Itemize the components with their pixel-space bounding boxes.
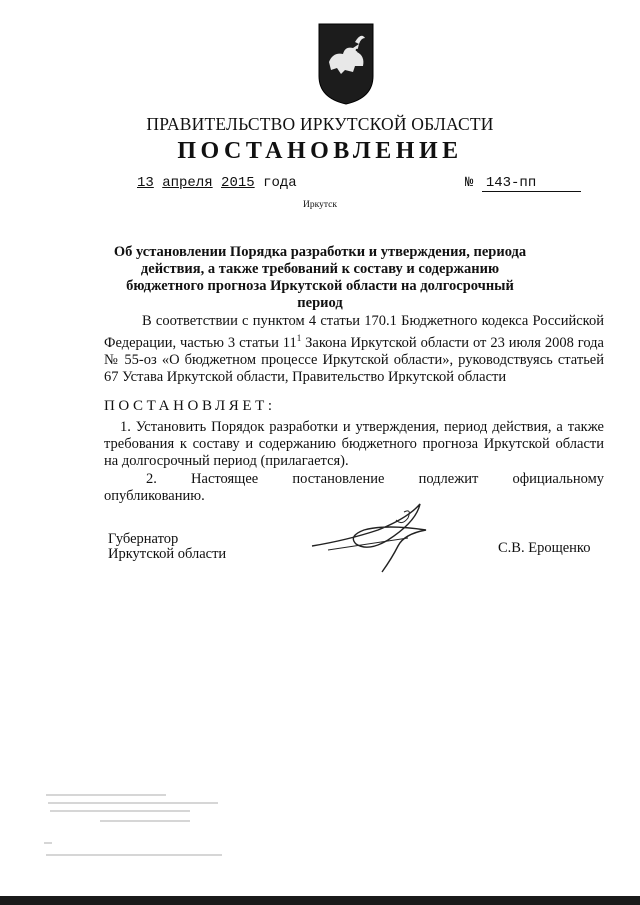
city-name: Иркутск bbox=[303, 200, 337, 210]
item-2-word: постановление bbox=[292, 471, 385, 487]
scan-edge-bar bbox=[0, 896, 640, 905]
item-2-word: Настоящее bbox=[191, 471, 259, 487]
item-2-word: 2. bbox=[146, 471, 157, 487]
signatory-name: С.В. Ерощенко bbox=[498, 540, 591, 556]
date-month: апреля bbox=[162, 175, 213, 191]
item-2-continuation: опубликованию. bbox=[104, 488, 205, 504]
coat-of-arms-icon bbox=[315, 20, 377, 106]
preamble-paragraph bbox=[104, 313, 604, 386]
preamble-text-end: Закона Иркутской области от 23 июля 2008 года № 55-оз «О бюджетном процессе Иркутской области», руководствуясь статьей 67 Устава Иркутской области, Правительство Иркутской области bbox=[104, 334, 604, 385]
preamble-superscript: 1 bbox=[296, 333, 302, 343]
item-2-word: подлежит bbox=[418, 471, 479, 487]
faded-stamp-icon bbox=[40, 790, 230, 870]
decree-number bbox=[465, 175, 581, 192]
date-year: 2015 bbox=[221, 175, 255, 191]
date-day: 13 bbox=[137, 175, 154, 191]
date-year-word: года bbox=[263, 175, 297, 191]
resolves-heading: ПОСТАНОВЛЯЕТ: bbox=[104, 398, 276, 414]
signatory-position bbox=[108, 532, 226, 562]
handwritten-signature-icon bbox=[308, 500, 443, 575]
government-name: ПРАВИТЕЛЬСТВО ИРКУТСКОЙ ОБЛАСТИ bbox=[146, 114, 494, 134]
position-line-1: Губернатор bbox=[108, 531, 179, 547]
decree-date bbox=[137, 175, 297, 191]
document-title: Об установлении Порядка разработки и утверждения, периода действия, а также требований к составу и содержанию бюджетного прогноза Иркутской области на долгосрочный период bbox=[113, 244, 527, 311]
number-value: 143-пп bbox=[485, 175, 537, 191]
position-line-2: Иркутской области bbox=[108, 546, 227, 562]
item-1-text: 1. Установить Порядок разработки и утверждения, период действия, а также требования к составу и содержанию бюджетного прогноза Иркутской области на долгосрочный период (прилагается). bbox=[104, 419, 604, 469]
preamble-text-start: В соответствии с пунктом 4 статьи 170.1 Бюджетного кодекса Российской Федерации, частью 3 статьи 11 bbox=[104, 313, 604, 351]
number-sign: № bbox=[465, 175, 474, 191]
item-2-word: официальному bbox=[512, 471, 604, 487]
document-type: ПОСТАНОВЛЕНИЕ bbox=[177, 138, 463, 164]
item-1-paragraph bbox=[104, 419, 604, 470]
